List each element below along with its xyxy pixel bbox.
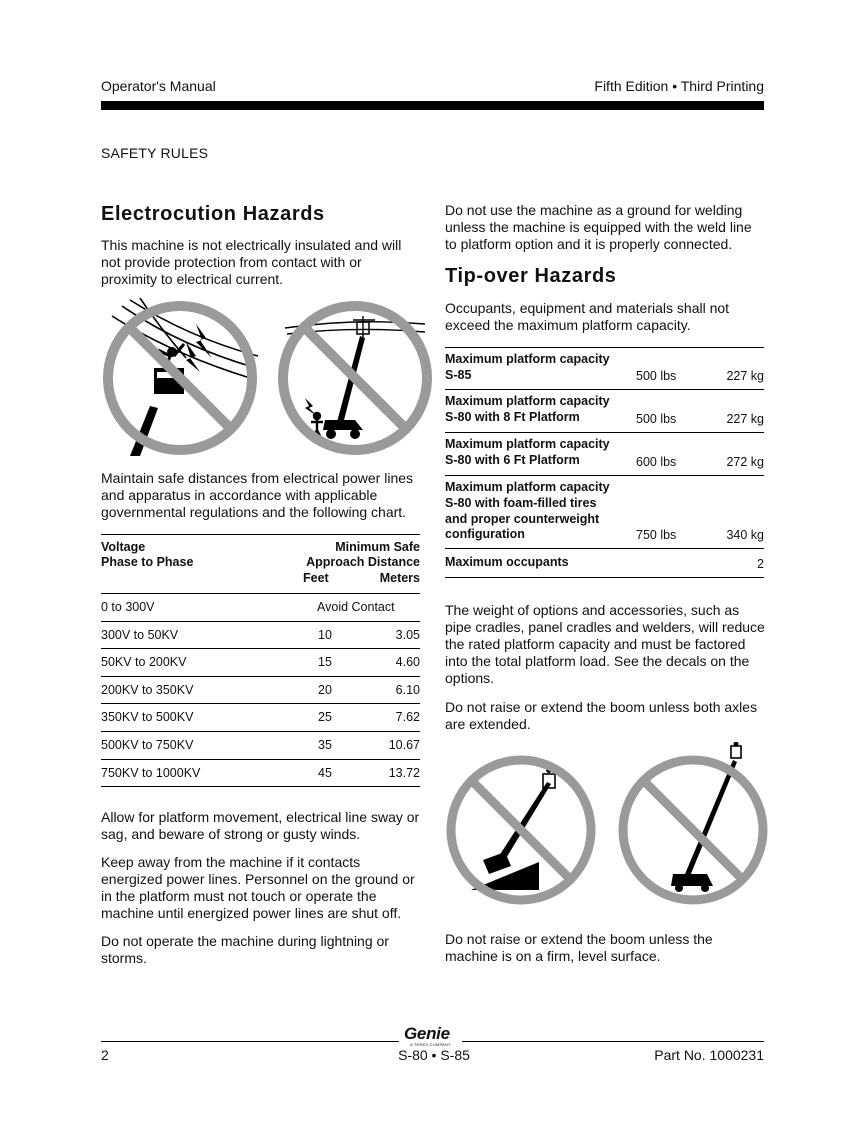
- header-rule: [101, 101, 764, 110]
- firm-surface-text: Do not raise or extend the boom unless the machine is on a firm, level surface.: [445, 931, 713, 964]
- voltage-distance-table: [101, 534, 420, 787]
- feet-cell: 35: [318, 737, 332, 752]
- voltage-cell: 500KV to 750KV: [101, 737, 194, 752]
- maintain-distance-text: Maintain safe distances from electrical power lines and apparatus in accordance with applicable governmental regulations and the following chart.: [101, 470, 414, 520]
- voltage-cell: 750KV to 1000KV: [101, 765, 201, 780]
- footer-rule-left: [101, 1041, 399, 1042]
- voltage-cell: 0 to 300V: [101, 600, 155, 614]
- genie-logo-subtitle: A TEREX COMPANY: [410, 1042, 451, 1047]
- feet-cell: 25: [318, 710, 332, 725]
- table-row: [445, 390, 764, 433]
- occupants-value: 2: [757, 557, 764, 571]
- capacity-label-line: S-85: [445, 367, 472, 382]
- header-phase: Phase to Phase: [101, 555, 194, 569]
- lightning-text: Do not operate the machine during lightning or storms.: [101, 933, 389, 966]
- table-row: [101, 677, 420, 705]
- meters-cell: 4.60: [395, 655, 420, 670]
- meters-cell: 13.72: [388, 765, 420, 780]
- voltage-cell: 300V to 50KV: [101, 627, 179, 642]
- voltage-cell: 50KV to 200KV: [101, 655, 187, 670]
- capacity-label-line: S-80 with 8 Ft Platform: [445, 409, 580, 424]
- occupants-label: Maximum occupants: [445, 555, 569, 569]
- feet-cell: 20: [318, 682, 332, 697]
- capacity-label-line: Maximum platform capacity: [445, 437, 610, 451]
- no-contact-powerline-illustration: [100, 298, 260, 458]
- capacity-label-line: Maximum platform capacity: [445, 480, 610, 494]
- header-feet: Feet: [303, 571, 329, 585]
- table-row: [101, 732, 420, 760]
- feet-cell: 45: [318, 765, 332, 780]
- section-label: SAFETY RULES: [101, 145, 209, 161]
- meters-cell: 6.10: [395, 682, 420, 697]
- table-row: [445, 348, 764, 390]
- welding-ground-text: Do not use the machine as a ground for welding unless the machine is equipped with the weld line to platform option and it is properly connected.: [445, 202, 752, 252]
- header-meters: Meters: [379, 571, 420, 585]
- feet-cell: 10: [318, 627, 332, 642]
- no-slope-illustration: [443, 752, 599, 908]
- capacity-label-line: Maximum platform capacity: [445, 352, 610, 366]
- capacity-label-line: and proper counterweight: [445, 511, 600, 526]
- table-row: [101, 594, 420, 622]
- tipover-intro: Occupants, equipment and materials shall not exceed the maximum platform capacity.: [445, 300, 730, 333]
- voltage-table-header: [101, 534, 420, 594]
- header-approach-distance: Approach Distance: [306, 555, 420, 569]
- voltage-cell: 350KV to 500KV: [101, 710, 194, 725]
- footer-model: S-80 • S-85: [398, 1047, 470, 1063]
- capacity-kg: 272 kg: [726, 455, 764, 469]
- allow-movement-text: Allow for platform movement, electrical line sway or sag, and beware of strong or gusty winds.: [101, 809, 420, 842]
- no-unstable-boom-illustration: [615, 742, 771, 908]
- platform-capacity-table: [445, 347, 764, 578]
- table-row: [445, 476, 764, 549]
- options-weight-text: The weight of options and accessories, such as pipe cradles, panel cradles and welders, will reduce the rated platform capacity and must be factored into the total platform load. See the decals on the options.: [445, 602, 765, 686]
- table-row: [101, 704, 420, 732]
- meters-cell: 10.67: [388, 737, 420, 752]
- capacity-label-line: configuration: [445, 527, 525, 542]
- genie-logo: Genie: [404, 1024, 450, 1043]
- table-row: [101, 760, 420, 788]
- header-voltage: Voltage: [101, 540, 146, 554]
- meters-cell: 7.62: [395, 710, 420, 725]
- header-minimum-safe: Minimum Safe: [335, 540, 420, 554]
- capacity-lbs: 750 lbs: [636, 528, 677, 542]
- no-boom-contact-illustration: [275, 298, 435, 458]
- table-row: [445, 433, 764, 476]
- capacity-lbs: 500 lbs: [636, 412, 677, 426]
- capacity-kg: 340 kg: [726, 528, 764, 542]
- capacity-lbs: 500 lbs: [636, 369, 677, 383]
- axles-text: Do not raise or extend the boom unless both axles are extended.: [445, 699, 758, 732]
- header-manual-title: Operator's Manual: [101, 78, 216, 94]
- page-number: 2: [101, 1047, 109, 1063]
- table-row: [101, 622, 420, 650]
- capacity-lbs: 600 lbs: [636, 455, 677, 469]
- avoid-contact-cell: Avoid Contact: [317, 600, 395, 614]
- electrocution-title: Electrocution Hazards: [101, 203, 325, 225]
- voltage-cell: 200KV to 350KV: [101, 682, 194, 697]
- capacity-kg: 227 kg: [726, 369, 764, 383]
- table-row: [445, 549, 764, 578]
- footer-part-number: Part No. 1000231: [654, 1047, 764, 1063]
- capacity-label-line: S-80 with 6 Ft Platform: [445, 452, 580, 467]
- tipover-title: Tip-over Hazards: [445, 265, 617, 287]
- meters-cell: 3.05: [395, 627, 420, 642]
- feet-cell: 15: [318, 655, 332, 670]
- keep-away-text: Keep away from the machine if it contacts energized power lines. Personnel on the ground or in the platform must not touch or operate the machine until energized power lines are shut off.: [101, 854, 415, 921]
- header-edition: Fifth Edition • Third Printing: [594, 78, 764, 94]
- table-row: [101, 649, 420, 677]
- capacity-label-line: S-80 with foam-filled tires: [445, 495, 597, 510]
- electrocution-intro: This machine is not electrically insulated and will not provide protection from contact with or proximity to electrical current.: [101, 237, 402, 287]
- capacity-label-line: Maximum platform capacity: [445, 394, 610, 408]
- capacity-kg: 227 kg: [726, 412, 764, 426]
- footer-rule-right: [462, 1041, 764, 1042]
